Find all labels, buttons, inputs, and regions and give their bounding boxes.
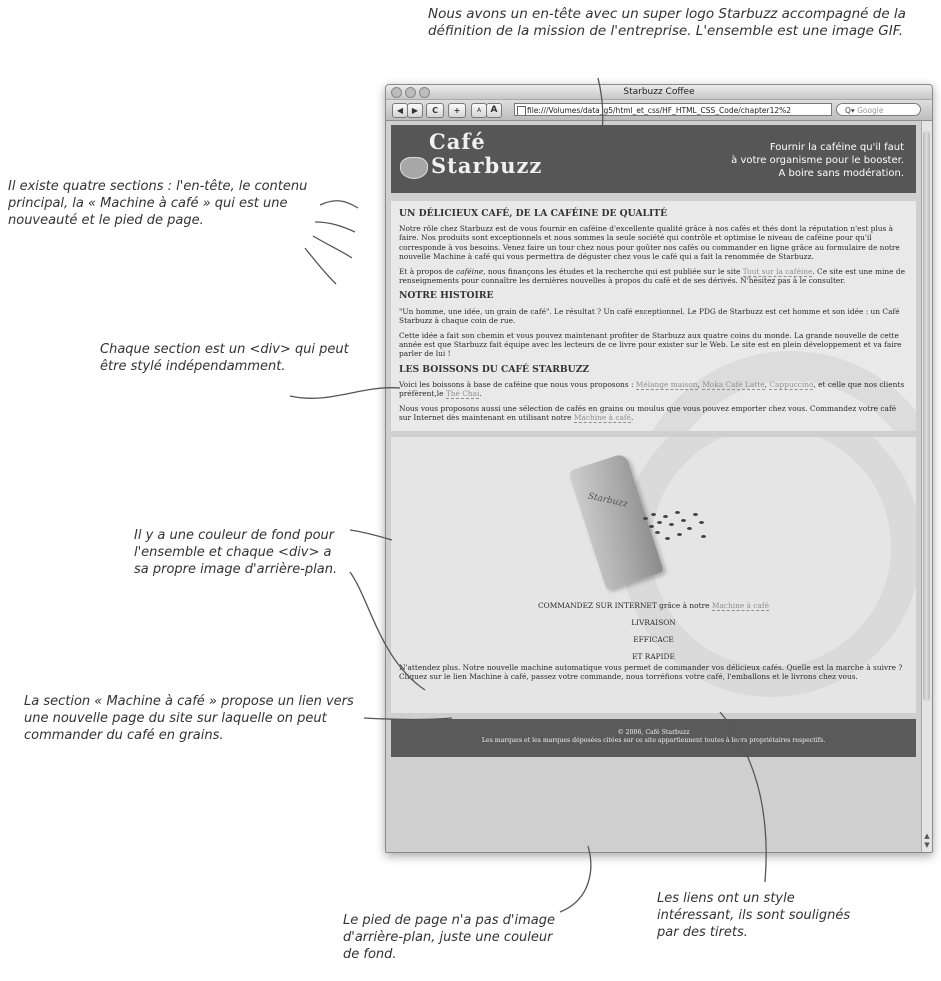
arrow-sections-4 bbox=[305, 248, 336, 284]
text: . bbox=[479, 389, 482, 399]
text: , bbox=[764, 379, 770, 389]
document-icon bbox=[517, 106, 526, 116]
arrow-footer bbox=[560, 846, 591, 912]
order-line bbox=[391, 597, 916, 614]
link-cappuccino[interactable]: Cappuccino bbox=[769, 379, 814, 389]
window-controls bbox=[391, 87, 430, 98]
paragraph-beans bbox=[399, 404, 908, 422]
delivery-line: LIVRAISON bbox=[631, 617, 676, 627]
main-content bbox=[391, 201, 916, 431]
text-larger-button[interactable]: A bbox=[486, 103, 502, 118]
search-placeholder: Google bbox=[857, 106, 884, 115]
text: , et celle que nos clients préfèrent,le bbox=[399, 379, 905, 399]
order-block bbox=[391, 597, 916, 665]
annotation-div: Chaque section est un <div> qui peut être stylé indépendamment. bbox=[100, 342, 349, 374]
scroll-arrows-icon[interactable]: ▲ ▼ bbox=[924, 832, 930, 849]
browser-window bbox=[385, 84, 933, 853]
trademark-notice: Les marques et les marques déposées citées sur ce site appartiennent toutes à leurs propriétaires respectifs. bbox=[481, 736, 826, 744]
text-emphasis: caféine bbox=[455, 267, 484, 277]
mission-line-2: à votre organisme pour le booster. bbox=[731, 155, 904, 166]
address-text: file:///Volumes/data_g5/html_et_css/HF_HTML_CSS_Code/chapter12%2 bbox=[527, 106, 792, 115]
paragraph-history-1: "Un homme, une idée, un grain de café". Le résultat ? Un café exceptionnel. Le PDG de Starbuzz est cet homme et son idée : un Café Starbuzz à chaque coin de rue. bbox=[399, 306, 900, 325]
address-bar[interactable] bbox=[514, 103, 832, 116]
mission-line-3: A boire sans modération. bbox=[778, 168, 904, 179]
scroll-thumb[interactable] bbox=[923, 131, 930, 701]
window-title: Starbuzz Coffee bbox=[623, 87, 695, 97]
text: , bbox=[697, 379, 703, 389]
coffee-beans-icon bbox=[641, 507, 711, 547]
search-field[interactable] bbox=[836, 103, 921, 116]
starbuzz-page bbox=[391, 125, 916, 757]
annotation-machine: La section « Machine à café » propose un lien vers une nouvelle page du site sur laquelle on peut commander du café en grains. bbox=[24, 694, 354, 743]
paragraph-caffeine bbox=[399, 267, 908, 285]
annotation-background: Il y a une couleur de fond pour l'ensemble et chaque <div> a sa propre image d'arrière-plan. bbox=[134, 528, 338, 577]
link-mocha[interactable]: Moka Café Latte bbox=[702, 379, 765, 389]
zoom-window-icon[interactable] bbox=[419, 87, 430, 98]
coffee-machine-section bbox=[391, 437, 916, 713]
text: , nous finançons les études et la recherche qui est publiée sur le site bbox=[483, 267, 743, 277]
arrow-div bbox=[290, 388, 400, 399]
link-chai[interactable]: Thé Chai bbox=[445, 389, 480, 399]
mission-statement bbox=[731, 141, 904, 180]
text: Voici les boissons à base de caféine que nous vous proposons : bbox=[399, 379, 636, 389]
browser-toolbar bbox=[386, 100, 932, 121]
paragraph-role: Notre rôle chez Starbuzz est de vous fournir en caféine d'excellente qualité grâce à nos cafés et thés dont la réputation n'est plus à faire. Nos produits sont exceptionnels et nous sommes la seule société qui contrôle et optimise le niveau de caféine pour qu'il corresponde à vos besoins. Venez faire un tour chez nous pour goûter nos cafés ou commander en ligne grâce au formulaire de notre nouvelle Machine à café qui vous permettra de déguster chez vous le café qui a fait la renommée de Starbuzz. bbox=[399, 224, 900, 261]
search-icon: Q▾ bbox=[845, 106, 855, 115]
arrow-sections-3 bbox=[313, 236, 352, 258]
annotation-footer: Le pied de page n'a pas d'image d'arrière-plan, juste une couleur de fond. bbox=[343, 913, 555, 962]
text: . bbox=[630, 413, 634, 423]
page-footer bbox=[391, 719, 916, 757]
logo-cafe: Café bbox=[429, 129, 486, 154]
link-house-blend[interactable]: Mélange maison bbox=[635, 379, 698, 389]
text: Nous vous proposons aussi une sélection de cafés en grains ou moulus que vous pouvez emporter chez vous. Commandez votre café sur Internet dès maintenant en utilisant notre bbox=[399, 404, 897, 423]
fast-line: ET RAPIDE bbox=[632, 651, 675, 661]
cup-logo-icon bbox=[400, 157, 428, 179]
link-order-machine[interactable]: Machine à café bbox=[711, 600, 769, 610]
annotation-header: Nous avons un en-tête avec un super logo Starbuzz accompagné de la définition de la mission de l'entreprise. L'ensemble est une image GIF. bbox=[428, 6, 906, 39]
mission-line-1: Fournir la caféine qu'il faut bbox=[769, 142, 904, 153]
paragraph-history-2: Cette idée a fait son chemin et vous pouvez maintenant profiter de Starbuzz aux quatre coins du monde. La grande nouvelle de cette année est que Starbuzz fait équipe avec les lecteurs de ce livre pour exister sur le Web. Le site est en plein développement et va faire parler de lui ! bbox=[399, 331, 902, 359]
order-text: COMMANDEZ SUR INTERNET bbox=[538, 600, 657, 610]
bag-label: Starbuzz bbox=[586, 491, 629, 510]
arrow-sections-2 bbox=[315, 222, 355, 232]
vertical-scrollbar[interactable] bbox=[921, 121, 932, 852]
reload-button[interactable]: C bbox=[426, 103, 444, 118]
link-caffeine-site[interactable]: Tout sur la caféine bbox=[742, 267, 813, 277]
annotation-sections: Il existe quatre sections : l'en-tête, le contenu principal, la « Machine à café » qui est une nouveauté et le pied de page. bbox=[8, 179, 308, 228]
link-coffee-machine[interactable]: Machine à café bbox=[573, 413, 631, 423]
heading-drinks: LES BOISSONS DU CAFÉ STARBUZZ bbox=[399, 363, 590, 375]
paragraph-drinks bbox=[399, 380, 908, 398]
title-bar bbox=[386, 85, 932, 100]
logo-starbuzz: Starbuzz bbox=[431, 153, 543, 178]
minimize-window-icon[interactable] bbox=[405, 87, 416, 98]
machine-description: N'attendez plus. Notre nouvelle machine automatique vous permet de commander vos délicieux cafés. Quelle est la marche à suivre ? Cliquez sur le lien Machine à café, passez votre commande, nous torréfions votre café, l'emballons et le livrons chez vous. bbox=[399, 662, 903, 681]
add-bookmark-button[interactable]: + bbox=[448, 103, 466, 118]
annotation-links: Les liens ont un style intéressant, ils sont soulignés par des tirets. bbox=[657, 891, 851, 940]
text: Et à propos de bbox=[399, 267, 456, 277]
forward-button[interactable]: ▶ bbox=[407, 103, 423, 118]
text: . Ce site est une mine de renseignements pour connaître les dernières nouvelles à propos du café et de ses dérivés. N'hésitez pas à le consulter. bbox=[399, 267, 905, 286]
back-button[interactable]: ◀ bbox=[392, 103, 408, 118]
page-viewport bbox=[386, 121, 921, 852]
copyright: © 2006, Café Starbuzz bbox=[617, 728, 690, 736]
heading-history: NOTRE HISTOIRE bbox=[399, 290, 494, 302]
page-header bbox=[391, 125, 916, 193]
close-window-icon[interactable] bbox=[391, 87, 402, 98]
text: grâce à notre bbox=[656, 600, 712, 610]
arrow-sections-1 bbox=[320, 201, 358, 208]
heading-delicious-coffee: UN DÉLICIEUX CAFÉ, DE LA CAFÉINE DE QUALITÉ bbox=[399, 208, 668, 219]
efficient-line: EFFICACE bbox=[633, 634, 674, 644]
text-smaller-button[interactable]: A bbox=[471, 103, 487, 118]
